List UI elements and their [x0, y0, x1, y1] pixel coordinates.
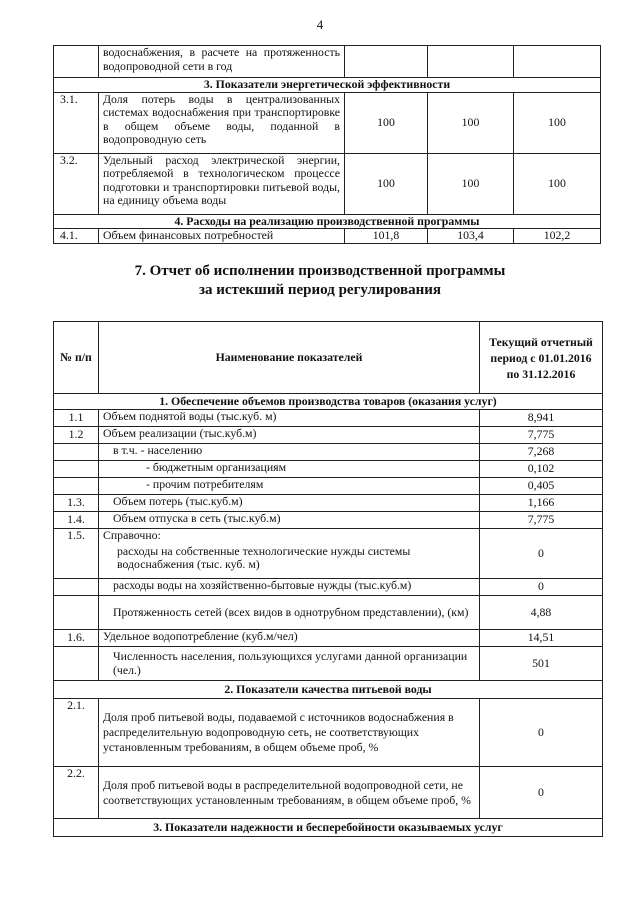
row-name: - прочим потребителям [99, 478, 480, 495]
row-value: 102,2 [514, 229, 601, 244]
table-row [54, 461, 603, 478]
row-index [54, 478, 99, 495]
indicators-table-continued [53, 45, 601, 244]
row-index: 4.1. [54, 229, 99, 244]
row-index: 1.5. [54, 529, 99, 579]
row-name: Объем реализации (тыс.куб.м) [99, 427, 480, 444]
row-name [99, 529, 480, 579]
column-header-number: № п/п [54, 322, 99, 394]
section-title: 1. Обеспечение объемов производства товаров (оказания услуг) [54, 394, 603, 410]
section-row [54, 819, 603, 837]
row-value: 14,51 [480, 630, 603, 647]
row-name: Объем отпуска в сеть (тыс.куб.м) [99, 512, 480, 529]
table-row [54, 495, 603, 512]
row-name: Удельный расход электрической энергии, потребляемой в технологическом процессе подготовки и транспортировки питьевой воды, на единицу объема воды [99, 153, 345, 214]
row-name: Объем потерь (тыс.куб.м) [99, 495, 480, 512]
column-header-name: Наименование показателей [99, 322, 480, 394]
row-index: 3.1. [54, 92, 99, 153]
row-value: 0,102 [480, 461, 603, 478]
section-title: 2. Показатели качества питьевой воды [54, 681, 603, 699]
section-row [54, 78, 601, 93]
row-value: 101,8 [345, 229, 428, 244]
row-value: 4,88 [480, 596, 603, 630]
table-row [54, 153, 601, 214]
table-row [54, 229, 601, 244]
row-value: 7,268 [480, 444, 603, 461]
row-index: 1.1 [54, 410, 99, 427]
row-name: Удельное водопотребление (куб.м/чел) [99, 630, 480, 647]
table-row [54, 478, 603, 495]
row-value: 100 [514, 153, 601, 214]
table-row [54, 647, 603, 681]
row-value: 100 [345, 153, 428, 214]
row-name: Объем финансовых потребностей [99, 229, 345, 244]
row-name: Протяженность сетей (всех видов в однотрубном представлении), (км) [99, 596, 480, 630]
section-row [54, 681, 603, 699]
row-name: в т.ч. - населению [99, 444, 480, 461]
row-name: - бюджетным организациям [99, 461, 480, 478]
table-row [54, 630, 603, 647]
table-row [54, 444, 603, 461]
row-name: Объем поднятой воды (тыс.куб. м) [99, 410, 480, 427]
row-index [54, 579, 99, 596]
report-table [53, 321, 603, 837]
row-index: 3.2. [54, 153, 99, 214]
row-value: 100 [428, 153, 514, 214]
row-name: Доля проб питьевой воды в распределительной водопроводной сети, не соответствующих установленным требованиям, в общем объеме проб, % [99, 767, 480, 819]
table-row [54, 427, 603, 444]
table-row [54, 529, 603, 579]
heading-line: 7. Отчет об исполнении производственной программы [134, 263, 506, 279]
section-title: 4. Расходы на реализацию производственной программы [54, 214, 601, 229]
row-value: 100 [428, 92, 514, 153]
row-value: 0 [480, 529, 603, 579]
row-name: Доля потерь воды в централизованных системах водоснабжения при транспортировке в общем объеме воды, поданной в водопроводную сеть [99, 92, 345, 153]
table-row [54, 92, 601, 153]
table-row [54, 699, 603, 767]
row-index [54, 596, 99, 630]
column-header-period: Текущий отчетный период с 01.01.2016 по 31.12.2016 [480, 322, 603, 394]
row-index [54, 444, 99, 461]
row-value: 7,775 [480, 512, 603, 529]
row-value: 103,4 [428, 229, 514, 244]
table-row [54, 596, 603, 630]
row-value: 100 [345, 92, 428, 153]
row-index: 1.3. [54, 495, 99, 512]
row-name-sub: расходы на собственные технологические нужды системы водоснабжения (тыс. куб. м) [117, 543, 411, 572]
row-value: 100 [514, 92, 601, 153]
row-name-heading: Справочно: [103, 528, 161, 542]
row-value: 0 [480, 699, 603, 767]
table-row [54, 410, 603, 427]
row-name: водоснабжения, в расчете на протяженность водопроводной сети в год [99, 46, 345, 78]
section-title: 3. Показатели надежности и бесперебойности оказываемых услуг [54, 819, 603, 837]
row-index [54, 461, 99, 478]
row-name: Численность населения, пользующихся услугами данной организации (чел.) [99, 647, 480, 681]
section-title: 3. Показатели энергетической эффективности [54, 78, 601, 93]
table-row [54, 579, 603, 596]
row-index [54, 647, 99, 681]
row-value: 8,941 [480, 410, 603, 427]
row-index: 1.6. [54, 630, 99, 647]
row-index: 1.2 [54, 427, 99, 444]
table-row [54, 46, 601, 78]
header-row [54, 322, 603, 394]
row-value [514, 46, 601, 78]
row-value: 501 [480, 647, 603, 681]
page-number: 4 [316, 17, 324, 32]
row-name: Доля проб питьевой воды, подаваемой с источников водоснабжения в распределительную водопроводную сеть, не соответствующих установленным требованиям, в общем объеме проб, % [99, 699, 480, 767]
row-index [54, 46, 99, 78]
row-value [345, 46, 428, 78]
section-row [54, 214, 601, 229]
section-row [54, 394, 603, 410]
row-value [428, 46, 514, 78]
row-index: 1.4. [54, 512, 99, 529]
row-value: 0,405 [480, 478, 603, 495]
row-index: 2.1. [54, 699, 99, 767]
row-index: 2.2. [54, 767, 99, 819]
row-value: 0 [480, 579, 603, 596]
row-name: расходы воды на хозяйственно-бытовые нужды (тыс.куб.м) [99, 579, 480, 596]
table-row [54, 512, 603, 529]
row-value: 0 [480, 767, 603, 819]
table-row [54, 767, 603, 819]
row-value: 1,166 [480, 495, 603, 512]
heading-line: за истекший период регулирования [198, 282, 442, 298]
row-value: 7,775 [480, 427, 603, 444]
report-heading [0, 262, 640, 300]
